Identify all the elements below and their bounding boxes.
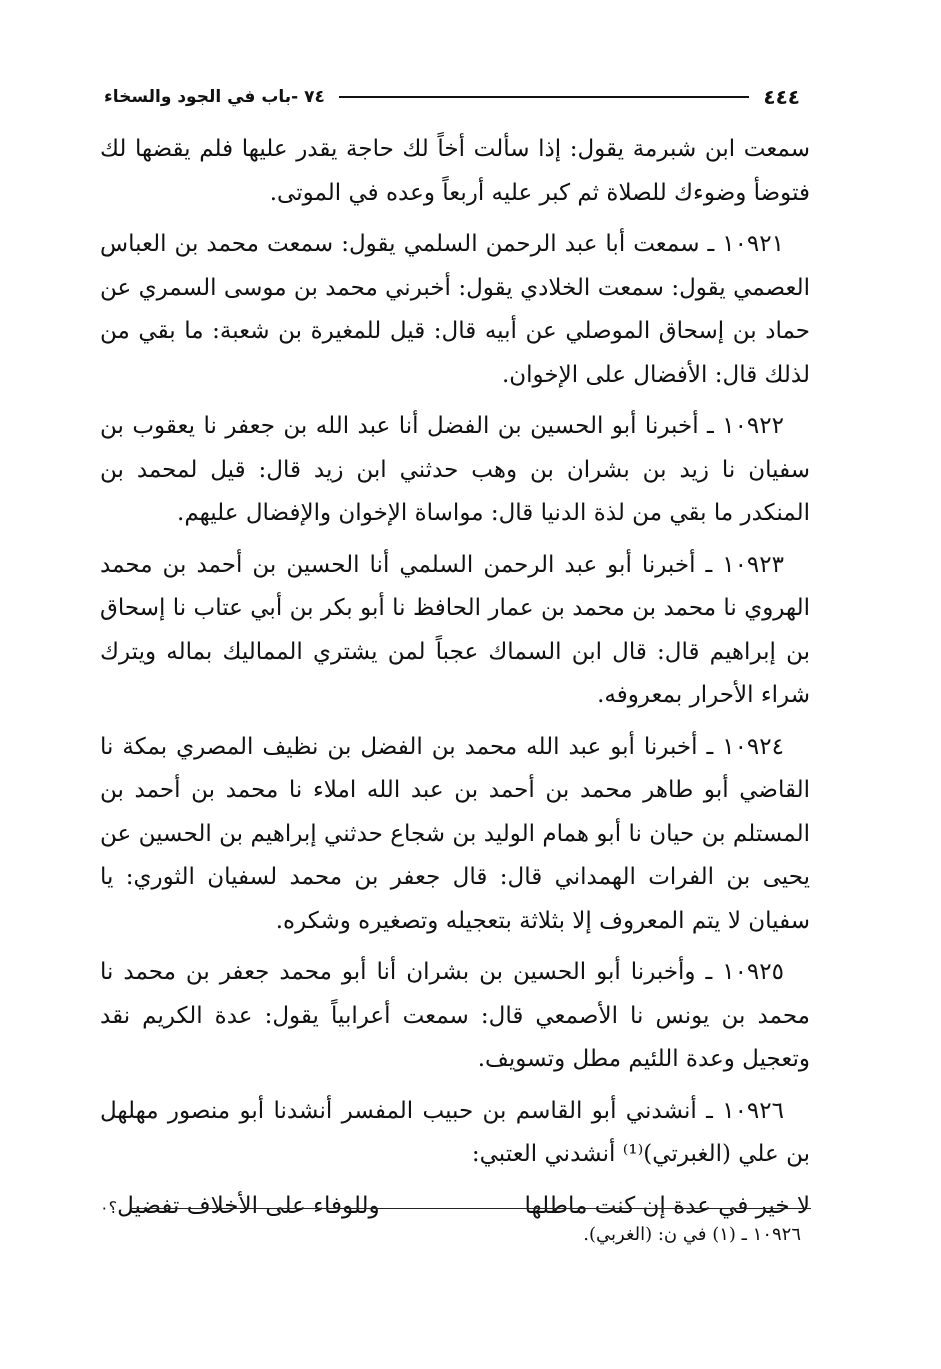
page-header (104, 80, 800, 114)
footnote-rule (131, 1208, 811, 1209)
entry-10924: ١٠٩٢٤ ـ أخبرنا أبو عبد الله محمد بن الفضل بن نظيف المصري بمكة نا القاضي أبو طاهر محمد بن أحمد بن عبد الله املاء نا محمد بن أحمد بن المستلم بن حيان نا أبو همام الوليد بن شجاع حدثني إبراهيم بن الحسين عن يحيى بن الفرات الهمداني قال: قال جعفر بن محمد لسفيان الثوري: يا سفيان لا يتم المعروف إلا بثلاثة بتعجيله وتصغيره وشكره. (100, 733, 810, 934)
verse-second-hemistich-text: وللوفاء على الأخلاف تفضيل (117, 1192, 380, 1219)
entry-10925: ١٠٩٢٥ ـ وأخبرنا أبو الحسين بن بشران أنا أبو محمد جعفر بن محمد نا محمد بن يونس نا الأصمعي قال: سمعت أعرابياً يقول: عدة الكريم نقد وتعجيل وعدة اللئيم مطل وتسويف. (100, 959, 810, 1072)
entry-10921: ١٠٩٢١ ـ سمعت أبا عبد الرحمن السلمي يقول: سمعت محمد بن العباس العصمي يقول: سمعت الخلادي يقول: أخبرني محمد بن موسى السمري عن حماد بن إسحاق الموصلي عن أبيه قال: قيل للمغيرة بن شعبة: ما بقي من لذلك قال: الأفضال على الإخوان. (100, 231, 810, 388)
page-body (100, 128, 810, 1229)
entry-10923: ١٠٩٢٣ ـ أخبرنا أبو عبد الرحمن السلمي أنا الحسين بن أحمد بن محمد الهروي نا محمد بن محمد بن عمار الحافظ نا أبو بكر بن أبي عتاب نا إسحاق بن إبراهيم قال: قال ابن السماك عجباً لمن يشتري المماليك بماله ويترك شراء الأحرار بمعروفه. (100, 551, 810, 708)
verse-marker: ؟٠ (100, 1197, 118, 1217)
entry-10922: ١٠٩٢٢ ـ أخبرنا أبو الحسين بن الفضل أنا عبد الله بن جعفر نا يعقوب بن سفيان نا زيد بن بشران بن وهب حدثني ابن زيد قال: قيل لمحمد بن المنكدر ما بقي من لذة الدنيا قال: مواساة الإخوان والإفضال عليهم. (100, 413, 810, 526)
footnote: ١٠٩٢٦ ـ (١) في ن: (الغربي). (583, 1224, 801, 1245)
header-rule (339, 96, 749, 98)
chapter-title: ٧٤ -باب في الجود والسخاء (104, 87, 325, 107)
continuation-paragraph: سمعت ابن شبرمة يقول: إذا سألت أخاً لك حاجة يقدر عليها فلم يقضها لك فتوضأ وضوءك للصلاة ثم كبر عليه أربعاً وعده في الموتى. (100, 136, 810, 206)
entry-10926: ١٠٩٢٦ ـ أنشدني أبو القاسم بن حبيب المفسر أنشدنا أبو منصور مهلهل بن علي (الغبرتي)⁽¹⁾ أنشدني العتبي: (100, 1097, 810, 1167)
verse-first-hemistich: لا خير في عدة إن كنت ماطلها (524, 1192, 810, 1219)
page-number: ٤٤٤ (763, 85, 800, 109)
